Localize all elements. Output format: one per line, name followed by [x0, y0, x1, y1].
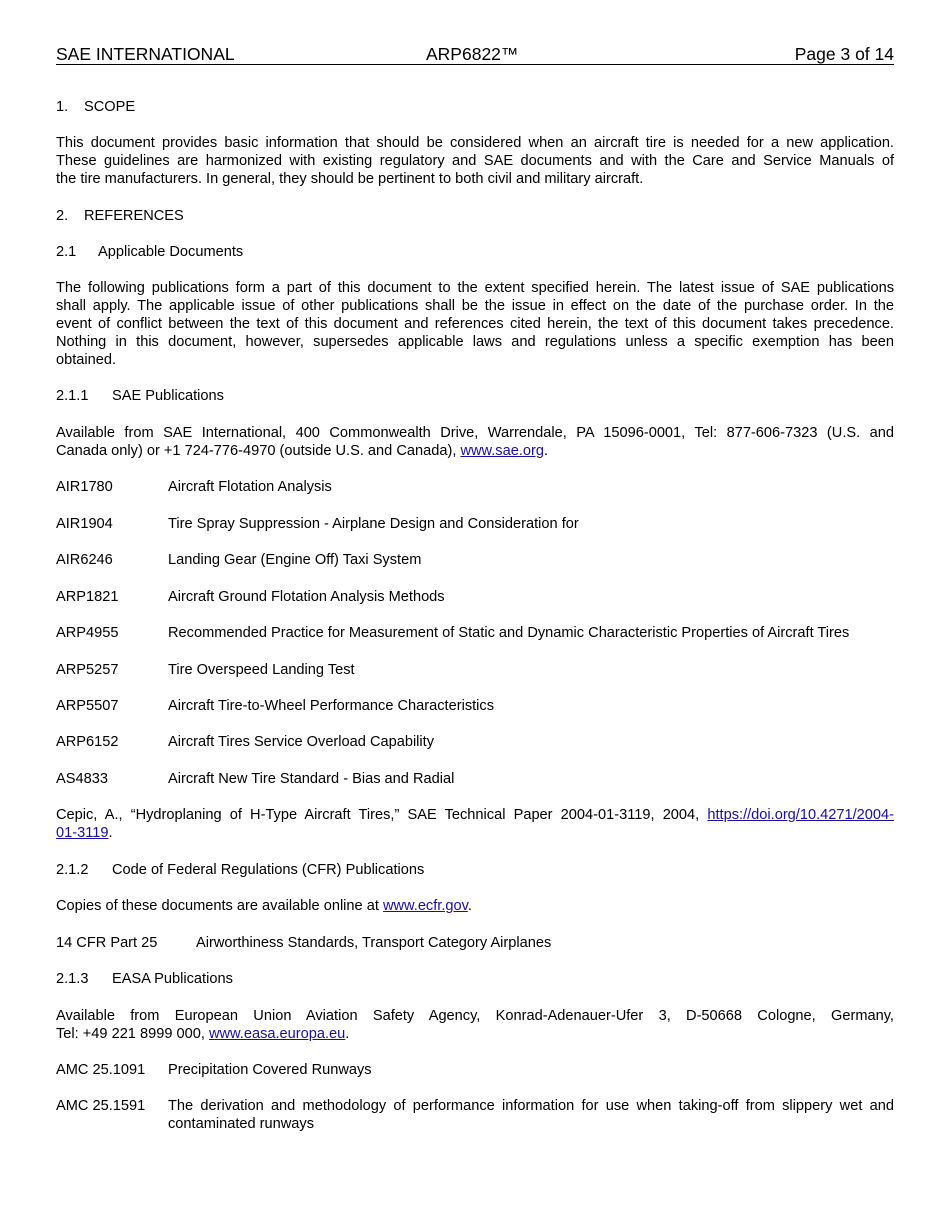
section-sae-heading: 2.1.1 SAE Publications — [56, 388, 224, 404]
sae-availability-paragraph: Available from SAE International, 400 Commonwealth Drive, Warrendale, PA 15096-0001, Tel: 877-606-7323 (U.S. and Canada only) or +1 724-776-4970 (outside U.S. and Canada), www.sae.org. — [56, 425, 894, 459]
page-header — [56, 44, 894, 65]
section-references-heading: 2. REFERENCES — [56, 208, 184, 224]
header-doc-number: ARP6822™ — [426, 44, 519, 64]
ecfr-website-link[interactable]: www.ecfr.gov — [382, 898, 468, 914]
applicable-paragraph: The following publications form a part of this document to the extent specified herein. The latest issue of SAE publications shall apply. The applicable issue of other publications shall be the issue in effect on the date of the purchase order. In the event of conflict between the text of this document and references cited herein, the text of this document takes precedence. Nothing in this document, however, supersedes applicable laws and regulations unless a specific exemption has been obtained. — [56, 280, 894, 368]
section-cfr-heading: 2.1.2 Code of Federal Regulations (CFR) Publications — [56, 862, 425, 878]
cepic-reference: Cepic, A., “Hydroplaning of H-Type Aircraft Tires,” SAE Technical Paper 2004-01-3119, 2004, https://doi.org/10.4271/2004- 01-3119. — [56, 807, 894, 841]
header-page-number: Page 3 of 14 — [794, 44, 894, 64]
scope-paragraph: This document provides basic information that should be considered when an aircraft tire is needed for a new application. These guidelines are harmonized with existing regulatory and SAE documents and with the Care and Service Manuals of the tire manufacturers. In general, they should be pertinent to both civil and military aircraft. — [56, 135, 894, 187]
cfr-availability: Copies of these documents are available online at www.ecfr.gov. — [56, 898, 472, 914]
section-easa-heading: 2.1.3 EASA Publications — [56, 971, 233, 987]
sae-website-link[interactable]: www.sae.org — [460, 443, 544, 459]
easa-website-link[interactable]: www.easa.europa.eu — [208, 1026, 346, 1042]
header-org: SAE INTERNATIONAL — [56, 44, 235, 64]
easa-availability-paragraph: Available from European Union Aviation Safety Agency, Konrad-Adenauer-Ufer 3, D-50668 Cologne, Germany, Tel: +49 221 8999 000, www.easa.europa.eu. — [56, 1008, 894, 1042]
section-scope-heading: 1. SCOPE — [56, 99, 136, 115]
cepic-doi-link-cont[interactable]: 01-3119 — [56, 825, 109, 841]
cepic-doi-link[interactable]: https://doi.org/10.4271/2004- — [707, 807, 894, 823]
section-applicable-heading: 2.1 Applicable Documents — [56, 244, 244, 260]
